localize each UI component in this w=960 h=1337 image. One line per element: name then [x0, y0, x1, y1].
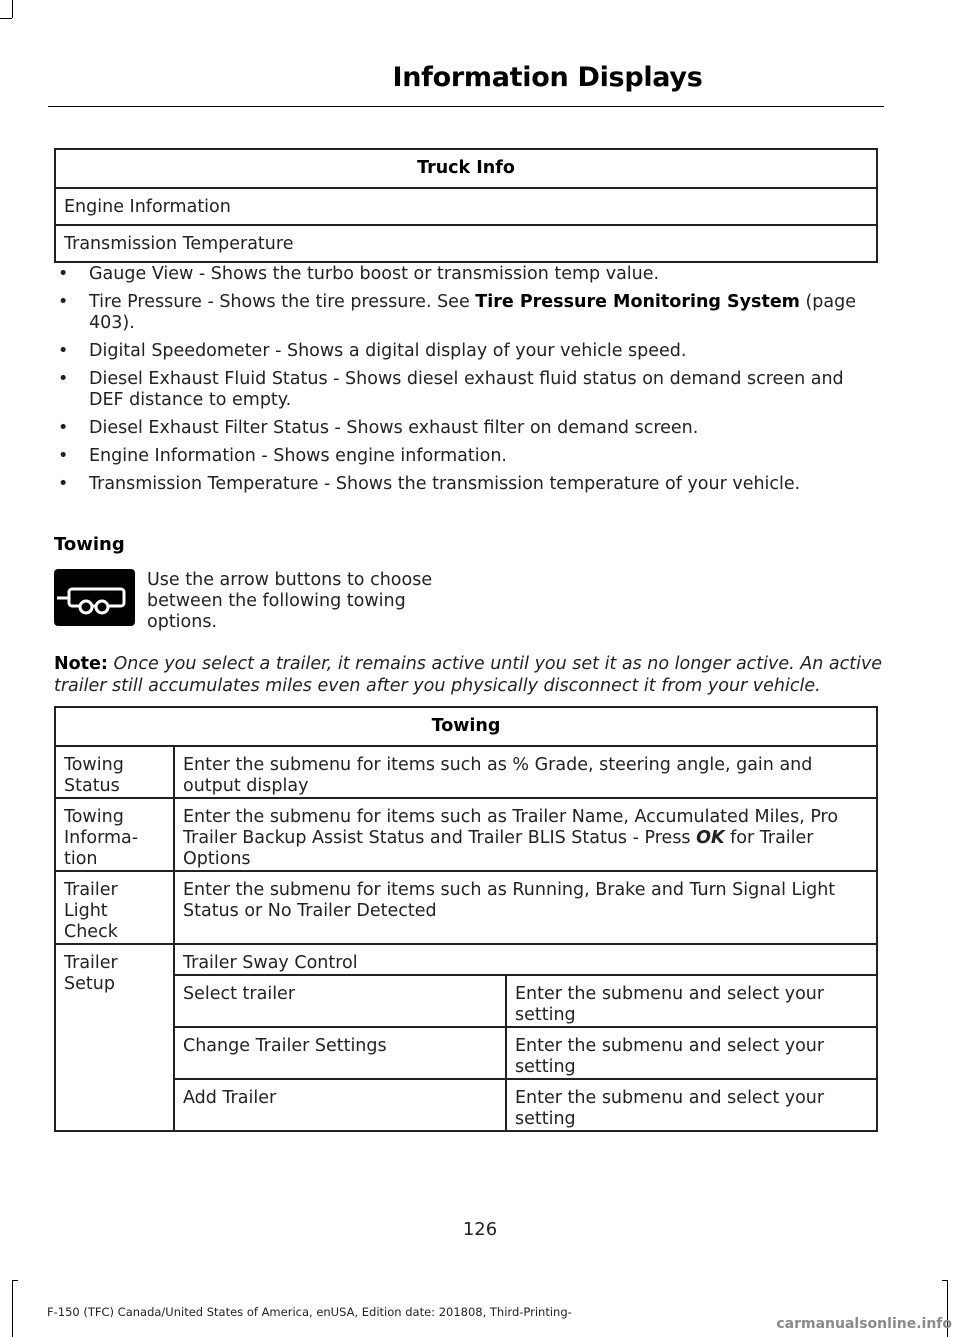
table-row [55, 944, 877, 975]
towing-information-label: Towing Informa-tion [55, 798, 174, 871]
page-title: Information Displays [392, 62, 703, 93]
bullet-icon: • [58, 292, 69, 312]
list-item-text: Digital Speedometer - Shows a digital display of your vehicle speed. [89, 341, 687, 361]
bullet-icon: • [58, 369, 69, 389]
header-rule [48, 106, 884, 107]
list-item [54, 474, 874, 495]
table-row [55, 1027, 877, 1079]
bullet-icon: • [58, 446, 69, 466]
list-item-text: (page 403). [89, 292, 857, 333]
list-item [54, 341, 874, 362]
trailer-icon [54, 569, 135, 626]
truck-info-header: Truck Info [55, 149, 877, 188]
footer-edition-info: F-150 (TFC) Canada/United States of America, enUSA, Edition date: 201808, Third-Printing- [47, 1305, 572, 1319]
watermark-text: carmanualsonline.info [776, 1316, 952, 1332]
towing-information-text: for Trailer Options [183, 828, 814, 869]
trailer-setup-item-desc: Enter the submenu and select your setting [506, 975, 877, 1027]
truck-info-table [54, 148, 878, 263]
table-row: Engine Information [55, 188, 877, 225]
trailer-setup-item-desc: Enter the submenu and select your setting [506, 1027, 877, 1079]
list-item [54, 264, 874, 285]
towing-heading: Towing [54, 534, 125, 555]
trailer-light-check-label: Trailer Light Check [55, 871, 174, 944]
towing-status-label: Towing Status [55, 746, 174, 798]
trailer-sway-control: Trailer Sway Control [174, 944, 877, 975]
list-item-text: Transmission Temperature - Shows the transmission temperature of your vehicle. [89, 474, 801, 494]
list-item-text: Diesel Exhaust Filter Status - Shows exhaust filter on demand screen. [89, 418, 699, 438]
table-row: Transmission Temperature [55, 225, 877, 262]
list-item [54, 292, 874, 334]
towing-information-text: Enter the submenu for items such as Trailer Name, Accumulated Miles, Pro Trailer Backup Assist Status and Trailer BLIS Status - Press [183, 807, 839, 848]
list-item [54, 369, 874, 411]
note-label: Note: [54, 654, 108, 674]
towing-note [54, 653, 884, 697]
bullet-icon: • [58, 341, 69, 361]
crop-mark [12, 1280, 18, 1281]
towing-description: Use the arrow buttons to choose between the following towing options. [147, 570, 433, 632]
bullet-icon: • [58, 264, 69, 284]
table-row [55, 1079, 877, 1131]
table-row [55, 975, 877, 1027]
crop-mark [0, 18, 12, 19]
list-item-text: Gauge View - Shows the turbo boost or transmission temp value. [89, 264, 660, 284]
trailer-setup-label: Trailer Setup [55, 944, 174, 1131]
trailer-setup-item-name: Add Trailer [174, 1079, 506, 1131]
trailer-light-check-desc: Enter the submenu for items such as Running, Brake and Turn Signal Light Status or No Trailer Detected [174, 871, 877, 944]
table-row [55, 746, 877, 798]
bullet-icon: • [58, 474, 69, 494]
truck-info-bullet-list [54, 264, 874, 502]
list-item [54, 418, 874, 439]
trailer-setup-item-name: Change Trailer Settings [174, 1027, 506, 1079]
list-item-text: Tire Pressure - Shows the tire pressure. See [89, 292, 476, 312]
towing-information-desc [174, 798, 877, 871]
towing-table [54, 706, 878, 1132]
ok-button-label: OK [696, 828, 725, 848]
list-item [54, 446, 874, 467]
towing-table-header: Towing [55, 707, 877, 746]
towing-status-desc: Enter the submenu for items such as % Grade, steering angle, gain and output display [174, 746, 877, 798]
page-number: 126 [462, 1219, 498, 1240]
trailer-setup-item-desc: Enter the submenu and select your setting [506, 1079, 877, 1131]
list-item-text: Engine Information - Shows engine information. [89, 446, 507, 466]
trailer-setup-item-name: Select trailer [174, 975, 506, 1027]
table-row [55, 798, 877, 871]
crop-mark [12, 0, 13, 18]
bullet-icon: • [58, 418, 69, 438]
crop-mark [12, 1280, 13, 1337]
table-row [55, 871, 877, 944]
note-text: Once you select a trailer, it remains active until you set it as no longer active. An active trailer still accumulates miles even after you physically disconnect it from your vehicle. [54, 654, 883, 696]
list-item-text: Diesel Exhaust Fluid Status - Shows diesel exhaust fluid status on demand screen and DEF distance to empty. [89, 369, 844, 410]
cross-reference-link[interactable]: Tire Pressure Monitoring System [475, 292, 800, 312]
crop-mark [942, 1280, 948, 1281]
